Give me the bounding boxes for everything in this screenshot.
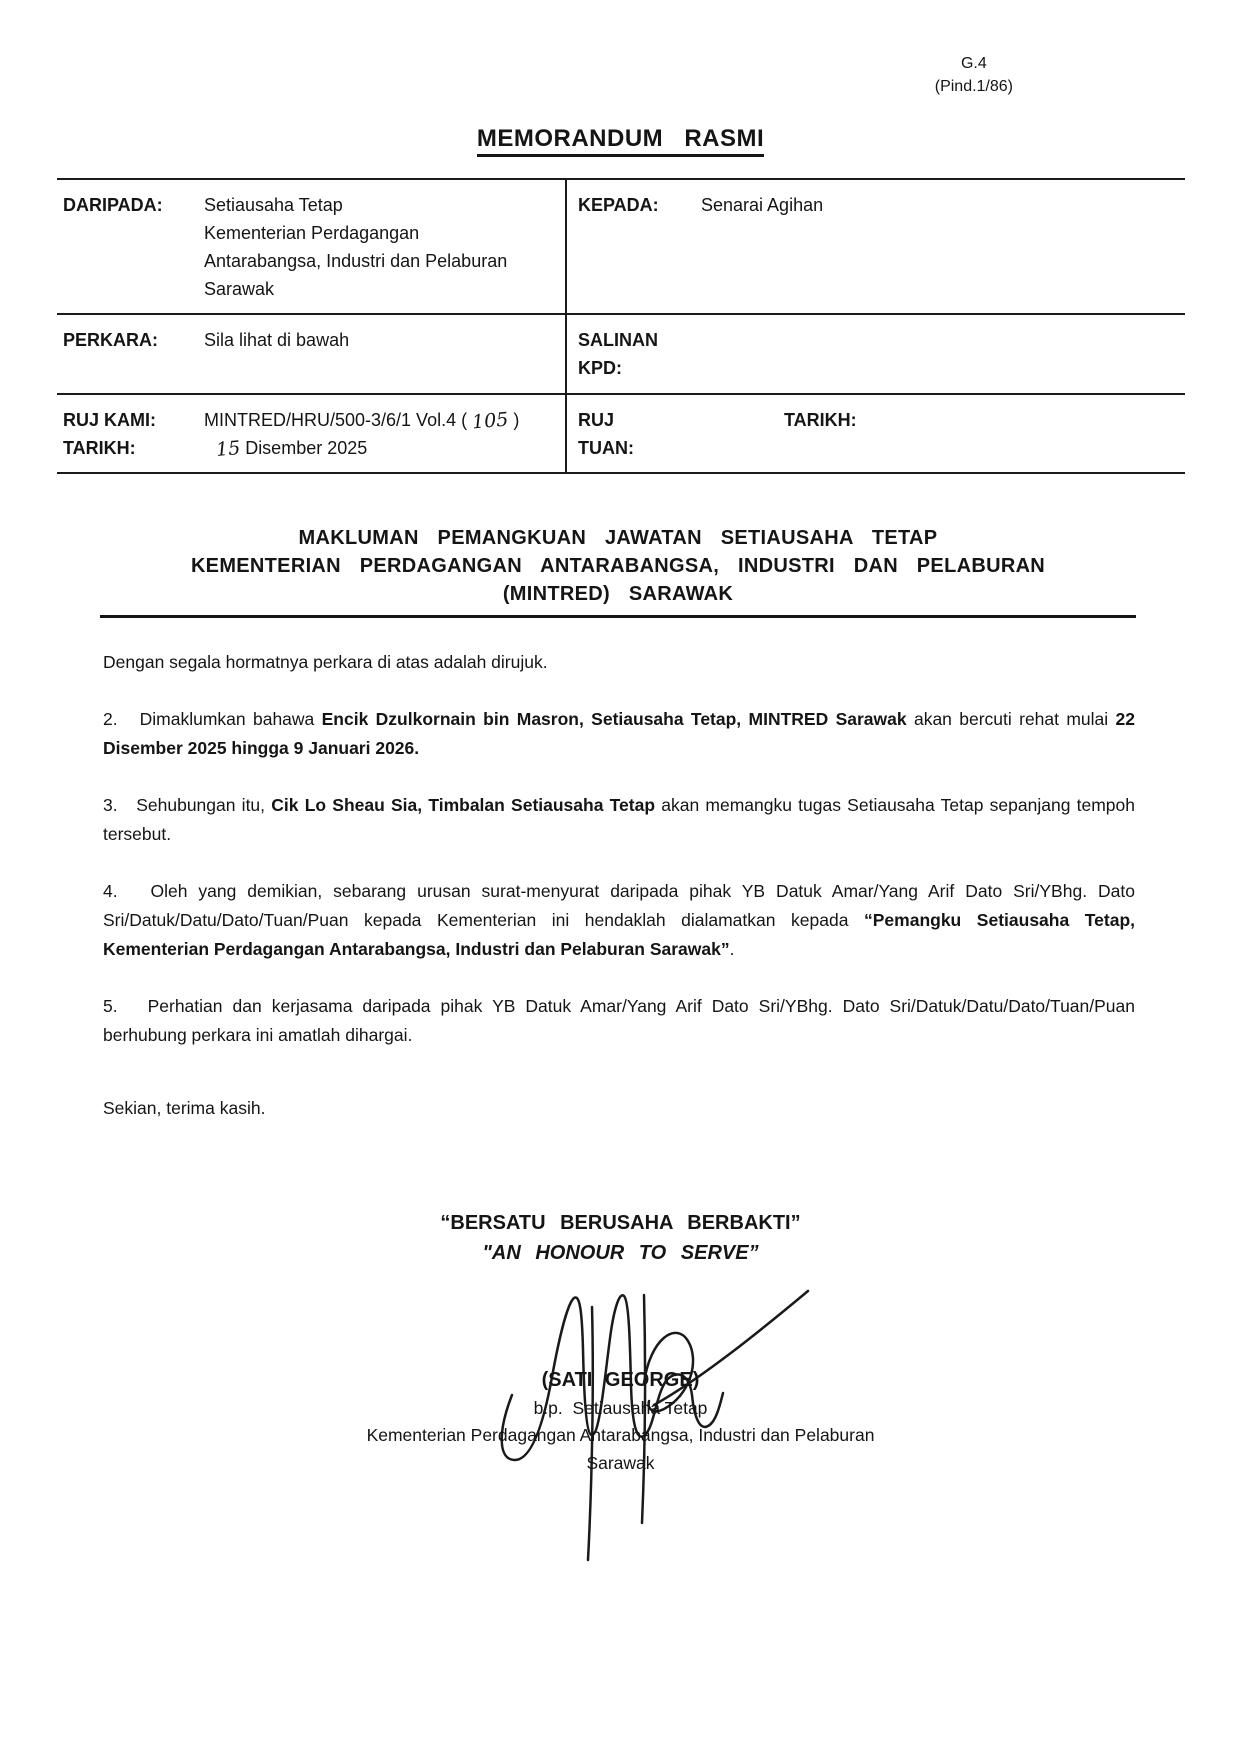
document-title (0, 125, 1241, 153)
ruj-kami-label: RUJ KAMI: (63, 410, 156, 430)
form-code-block (935, 52, 1013, 98)
ruj-tuan-line: TUAN: (578, 438, 634, 458)
table-row-ruj-tarikh (57, 395, 1185, 472)
paragraph-4 (103, 877, 1135, 964)
memo-body (103, 648, 1135, 1151)
motto-block (0, 1208, 1241, 1268)
ruj-kami-value (204, 406, 555, 434)
cell-kepada (567, 180, 1185, 313)
salinan-label: SALINAN (578, 330, 658, 350)
text-segment: Encik Dzulkornain bin Masron, Setiausaha Tetap, MINTRED Sarawak (321, 709, 907, 729)
kpd-label: KPD: (578, 358, 622, 378)
text-segment: akan bercuti rehat mulai (906, 709, 1116, 729)
subject-heading (100, 524, 1136, 618)
signatory-state: Sarawak (586, 1452, 655, 1473)
perkara-value: Sila lihat di bawah (204, 330, 350, 350)
paragraph-2 (103, 705, 1135, 763)
daripada-label: DARIPADA: (63, 195, 163, 215)
tarikh-rest: Disember 2025 (240, 438, 368, 458)
table-row-perkara-salinan (57, 315, 1185, 395)
subject-line: KEMENTERIAN PERDAGANGAN ANTARABANGSA, INDUSTRI DAN PELABURAN (190, 555, 1046, 577)
signatory-for-line: b.p. Setiausaha Tetap (533, 1397, 708, 1418)
kepada-label: KEPADA: (578, 195, 659, 215)
ruj-kami-handwritten-number: 105 (471, 408, 510, 434)
ruj-kami-prefix: MINTRED/HRU/500-3/6/1 Vol.4 ( (204, 410, 473, 430)
cell-salinan-kpd (567, 315, 1185, 393)
subject-line: MAKLUMAN PEMANGKUAN JAWATAN SETIAUSAHA TETAP (298, 527, 938, 549)
tarikh-value (204, 434, 555, 462)
ruj-tuan-line: RUJ (578, 410, 615, 430)
signatory-name: (SATI GEORGE) (541, 1369, 700, 1391)
paragraph-3 (103, 791, 1135, 849)
daripada-line: Setiausaha Tetap (204, 195, 343, 215)
perkara-label: PERKARA: (63, 330, 159, 350)
tarikh-tuan-label: TARIKH: (784, 410, 857, 430)
daripada-line: Kementerian Perdagangan (204, 223, 420, 243)
cell-daripada (57, 180, 567, 313)
text-segment: akan memangku tugas Setiausaha Tetap sepanjang tempoh tersebut. (103, 795, 1135, 844)
cell-ruj-tuan (567, 395, 1185, 472)
text-segment: 4. Oleh yang demikian, sebarang urusan surat-menyurat daripada pihak YB Datuk Amar/Yang Arif Dato Sri/YBhg. Dato Sri/Datuk/Datu/Dato/Tuan/Puan kepada Kementerian ini hendaklah dialamatkan kepada (103, 881, 1135, 930)
paragraph-5: 5. Perhatian dan kerjasama daripada pihak YB Datuk Amar/Yang Arif Dato Sri/YBhg. Dato Sri/Datuk/Datu/Dato/Tuan/Puan berhubung perkara ini amatlah dihargai. (103, 996, 1135, 1045)
daripada-value (204, 191, 507, 303)
signatory-details (0, 1367, 1241, 1477)
tarikh-label: TARIKH: (63, 438, 136, 458)
cell-ruj-kami-tarikh (57, 395, 567, 472)
motto-line-malay: “BERSATU BERUSAHA BERBAKTI” (440, 1212, 801, 1234)
kepada-value: Senarai Agihan (701, 195, 824, 215)
ruj-tuan-label (578, 406, 784, 462)
closing-line: Sekian, terima kasih. (103, 1098, 266, 1118)
ruj-kami-suffix: ) (508, 410, 520, 430)
text-segment: Cik Lo Sheau Sia, Timbalan Setiausaha Tetap (271, 795, 656, 815)
daripada-line: Antarabangsa, Industri dan Pelaburan (204, 251, 508, 271)
document-title-text: MEMORANDUM RASMI (477, 125, 764, 157)
text-segment: . (729, 939, 735, 959)
paragraph-1: Dengan segala hormatnya perkara di atas adalah dirujuk. (103, 652, 548, 672)
memo-header-table (57, 178, 1185, 474)
form-revision: (Pind.1/86) (934, 78, 1013, 95)
text-segment: “Pemangku Setiausaha Tetap, Kementerian Perdagangan Antarabangsa, Industri dan Pelaburan Sarawak” (103, 910, 1135, 959)
text-segment: 22 Disember 2025 hingga 9 Januari 2026. (103, 709, 1135, 758)
signature-block (0, 1283, 1241, 1583)
tarikh-handwritten-day: 15 (215, 436, 242, 462)
cell-perkara (57, 315, 567, 393)
form-code: G.4 (960, 55, 987, 72)
signatory-organization: Kementerian Perdagangan Antarabangsa, Industri dan Pelaburan (366, 1425, 875, 1445)
table-row-daripada-kepada (57, 180, 1185, 315)
motto-line-english: "AN HONOUR TO SERVE” (482, 1242, 759, 1264)
daripada-line: Sarawak (204, 279, 275, 299)
text-segment: 2. Dimaklumkan bahawa (103, 709, 322, 729)
subject-line: (MINTRED) SARAWAK (502, 583, 734, 605)
text-segment: 3. Sehubungan itu, (103, 795, 272, 815)
